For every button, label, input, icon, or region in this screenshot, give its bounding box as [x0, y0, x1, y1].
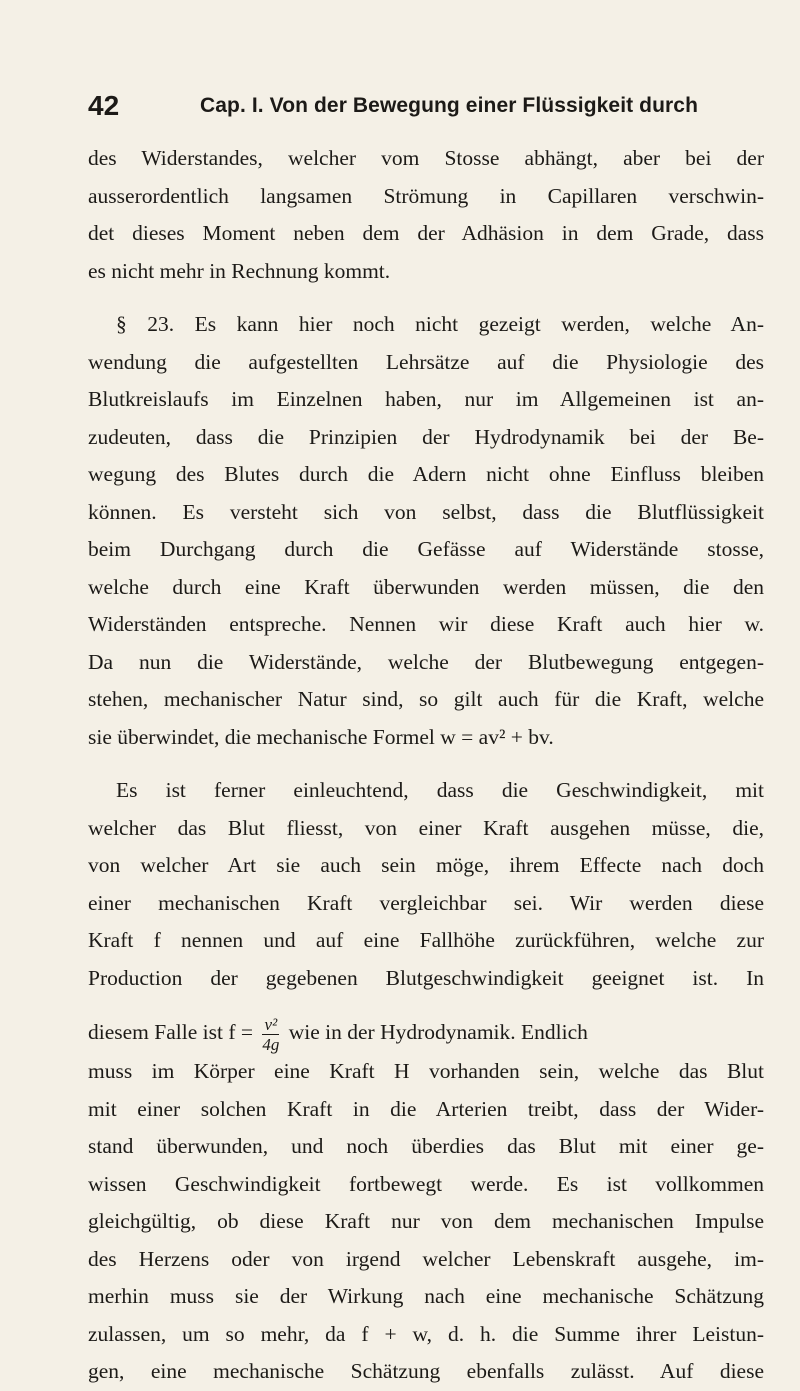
text-line: ausserordentlich langsamen Strömung in Capillaren verschwin- — [88, 183, 764, 208]
text-line: beim Durchgang durch die Gefässe auf Widerstände stosse, — [88, 537, 764, 561]
text-line: gleichgültig, ob diese Kraft nur von dem mechanischen Impulse — [88, 1209, 764, 1233]
running-head: Cap. I. Von der Bewegung einer Flüssigkeit durch — [200, 94, 698, 117]
text-line: zudeuten, dass die Prinzipien der Hydrodynamik bei der Be- — [88, 424, 764, 449]
paragraph-3 — [88, 772, 764, 1391]
text-line: wendung die aufgestellten Lehrsätze auf die Physiologie des — [88, 349, 764, 374]
text-line: zulassen, um so mehr, da f + w, d. h. die Summe ihrer Leistun- — [88, 1321, 764, 1346]
text-line: merhin muss sie der Wirkung nach eine mechanische Schätzung — [88, 1284, 764, 1308]
text-line: Blutkreislaufs im Einzelnen haben, nur im Allgemeinen ist an- — [88, 387, 764, 411]
paragraph-1 — [88, 140, 764, 290]
fraction-denominator: 4g — [262, 1035, 280, 1054]
text-line: Kraft f nennen und auf eine Fallhöhe zurückführen, welche zur — [88, 928, 764, 952]
text-line: stand überwunden, und noch überdies das Blut mit einer ge- — [88, 1134, 764, 1158]
paragraph-section-23 — [88, 306, 764, 756]
text-line: des Herzens oder von irgend welcher Lebenskraft ausgehe, im- — [88, 1246, 764, 1271]
text-line: Es ist ferner einleuchtend, dass die Geschwindigkeit, mit — [116, 778, 764, 802]
fraction-numerator: v² — [264, 1015, 278, 1034]
text-line: welcher das Blut fliesst, von einer Kraft ausgehen müsse, die, — [88, 815, 764, 840]
text-line: wegung des Blutes durch die Adern nicht ohne Einfluss bleiben — [88, 462, 764, 486]
body-text — [88, 140, 764, 1391]
formula-text-after: wie in der Hydrodynamik. Endlich — [283, 1020, 588, 1045]
text-line: mit einer solchen Kraft in die Arterien treibt, dass der Wider- — [88, 1096, 764, 1121]
text-line: es nicht mehr in Rechnung kommt. — [88, 258, 391, 283]
text-line: können. Es versteht sich von selbst, dass die Blutflüssigkeit — [88, 499, 764, 524]
page-number: 42 — [88, 90, 120, 121]
text-line: sie überwindet, die mechanische Formel w = av² + bv. — [88, 724, 554, 749]
text-line: des Widerstandes, welcher vom Stosse abhängt, aber bei der — [88, 146, 764, 170]
text-line: einer mechanischen Kraft vergleichbar sei. Wir werden diese — [88, 890, 764, 915]
fraction-v2-over-4g — [262, 1016, 279, 1053]
text-line: wissen Geschwindigkeit fortbewegt werde. Es ist vollkommen — [88, 1171, 764, 1196]
text-line: welche durch eine Kraft überwunden werden müssen, die den — [88, 574, 764, 599]
text-line: muss im Körper eine Kraft H vorhanden sein, welche das Blut — [88, 1059, 764, 1083]
text-line: Production der gegebenen Blutgeschwindigkeit geeignet ist. In — [88, 965, 764, 990]
page-header — [88, 92, 728, 132]
text-line: gen, eine mechanische Schätzung ebenfalls zulässt. Auf diese — [88, 1359, 764, 1383]
text-line: Da nun die Widerstände, welche der Blutbewegung entgegen- — [88, 649, 764, 674]
text-line: det dieses Moment neben dem der Adhäsion in dem Grade, dass — [88, 221, 764, 245]
text-line: stehen, mechanischer Natur sind, so gilt auch für die Kraft, welche — [88, 687, 764, 711]
text-line: von welcher Art sie auch sein möge, ihrem Effecte nach doch — [88, 853, 764, 877]
text-line: § 23. Es kann hier noch nicht gezeigt werden, welche An- — [116, 312, 764, 336]
formula-text-before: diesem Falle ist f = — [88, 1020, 259, 1045]
formula-line — [88, 997, 764, 1053]
text-line: Widerständen entspreche. Nennen wir diese Kraft auch hier w. — [88, 612, 764, 636]
